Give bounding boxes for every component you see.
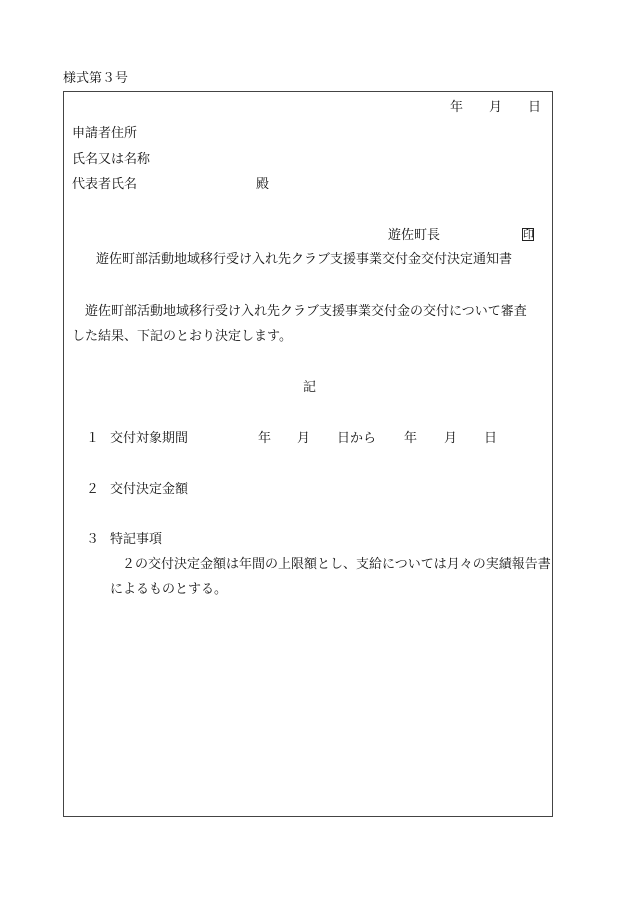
item-3-note-line-2: によるものとする。	[110, 582, 228, 597]
item-3-note-line-1: ２の交付決定金額は年間の上限額とし、支給については月々の実績報告書	[122, 557, 551, 572]
item-2-number: ２	[86, 482, 100, 497]
representative-label: 代表者氏名	[72, 177, 138, 192]
period-end-month: 月	[444, 431, 458, 446]
date-year: 年	[450, 100, 464, 115]
period-end-day: 日	[484, 431, 498, 446]
seal-mark: 印	[523, 228, 534, 241]
item-1-label: 交付対象期間	[110, 431, 189, 446]
applicant-address-label: 申請者住所	[72, 126, 138, 141]
period-end-year: 年	[404, 431, 418, 446]
body-line-2: した結果、下記のとおり決定します。	[72, 329, 292, 344]
applicant-name-label: 氏名又は名称	[72, 152, 151, 167]
item-1-number: １	[86, 431, 100, 446]
date-month: 月	[489, 100, 503, 115]
date-day: 日	[528, 100, 542, 115]
form-number: 様式第３号	[63, 71, 129, 86]
body-line-1: 遊佐町部活動地域移行受け入れ先クラブ支援事業交付金の交付について審査	[85, 304, 527, 319]
period-start-day: 日から	[337, 431, 377, 446]
document-frame	[63, 91, 553, 817]
item-2-label: 交付決定金額	[110, 482, 189, 497]
ki-heading: 記	[303, 380, 317, 395]
period-start-month: 月	[297, 431, 311, 446]
item-3-number: ３	[86, 532, 100, 547]
period-start-year: 年	[258, 431, 272, 446]
document-title: 遊佐町部活動地域移行受け入れ先クラブ支援事業交付金交付決定通知書	[96, 252, 513, 267]
issuer-title: 遊佐町長	[388, 228, 441, 243]
item-3-label: 特記事項	[110, 532, 163, 547]
honorific: 殿	[256, 177, 270, 192]
